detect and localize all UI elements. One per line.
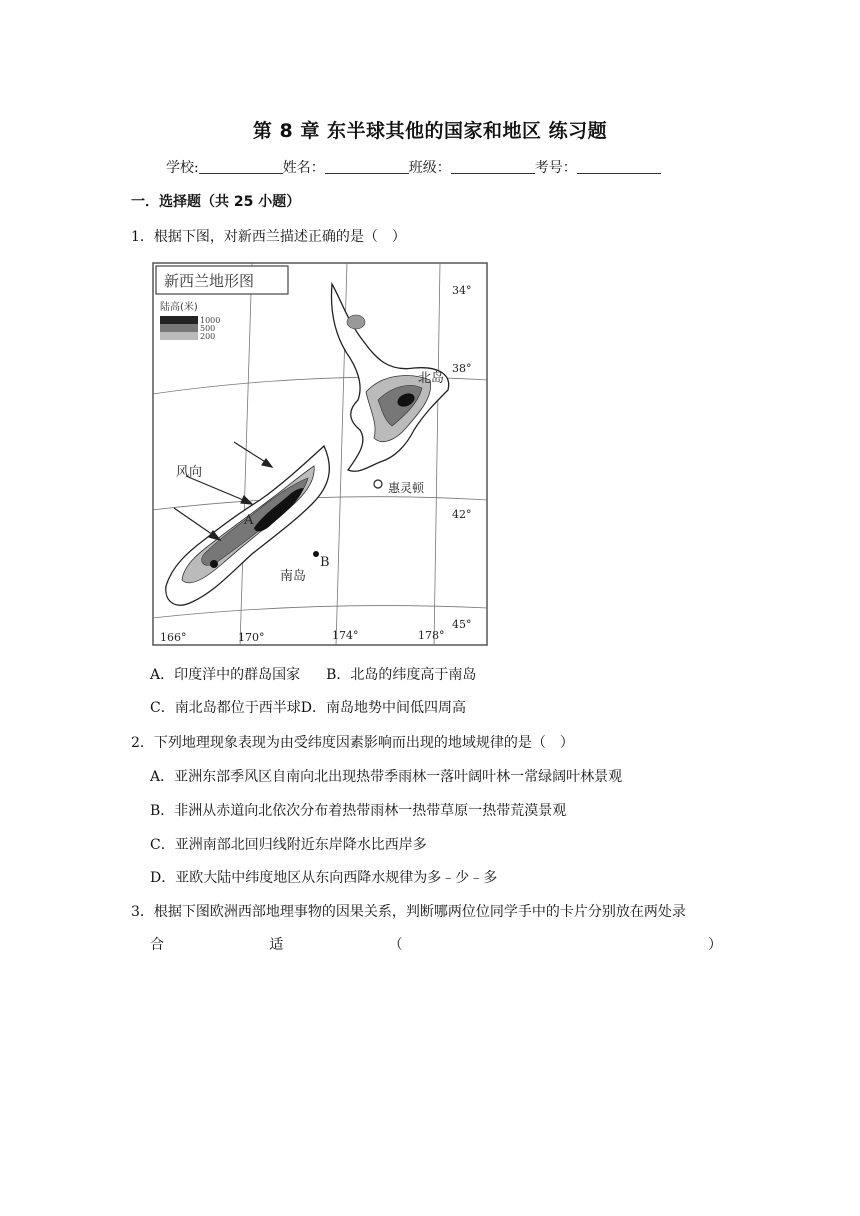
lon-166: 166° bbox=[160, 631, 187, 644]
lat-42: 42° bbox=[452, 508, 472, 521]
school-blank[interactable] bbox=[199, 159, 283, 174]
north-island-label: 北岛 bbox=[418, 371, 445, 386]
stem-paren-open: （ bbox=[388, 937, 403, 953]
legend-500: 500 bbox=[200, 324, 216, 333]
lat-45: 45° bbox=[452, 618, 472, 631]
option-1b[interactable]: B．北岛的纬度高于南岛 bbox=[326, 667, 477, 683]
lon-174: 174° bbox=[332, 629, 359, 642]
section-heading: 一．选择题（共 25 小题） bbox=[131, 194, 301, 210]
option-2d[interactable]: D．亚欧大陆中纬度地区从东向西降水规律为多﹣少﹣多 bbox=[150, 870, 498, 886]
map-title: 新西兰地形图 bbox=[164, 272, 255, 290]
option-1c[interactable]: C．南北岛都位于西半球 bbox=[150, 700, 301, 716]
name-label: 姓名： bbox=[282, 160, 325, 176]
question-1-options-row-1 bbox=[150, 664, 476, 684]
page-title: 第 8 章 东半球其他的国家和地区 练习题 bbox=[252, 120, 608, 142]
option-2c[interactable]: C．亚洲南部北回归线附近东岸降水比西岸多 bbox=[150, 837, 427, 853]
point-b-label: B bbox=[320, 555, 330, 570]
lon-178: 178° bbox=[418, 629, 445, 642]
option-1a[interactable]: A．印度洋中的群岛国家 bbox=[150, 667, 301, 683]
stem-char-1: 合 bbox=[150, 937, 164, 953]
new-zealand-map bbox=[152, 262, 488, 646]
question-2-stem: 2．下列地理现象表现为由受纬度因素影响而出现的地域规律的是（ ） bbox=[131, 735, 574, 751]
legend-200: 200 bbox=[200, 332, 216, 341]
id-blank[interactable] bbox=[577, 159, 661, 174]
class-label: 班级： bbox=[408, 160, 451, 176]
question-3-stem: 3．根据下图欧洲西部地理事物的因果关系，判断哪两位位同学手中的卡片分别放在两处录 bbox=[131, 904, 686, 920]
name-blank[interactable] bbox=[325, 159, 409, 174]
stem-paren-close: ） bbox=[707, 937, 722, 953]
student-info-line bbox=[166, 157, 661, 177]
lat-38: 38° bbox=[452, 362, 472, 375]
question-1-stem: 1．根据下图，对新西兰描述正确的是（ ） bbox=[131, 229, 406, 245]
stem-char-2: 适 bbox=[269, 937, 284, 953]
class-blank[interactable] bbox=[451, 159, 535, 174]
lat-34: 34° bbox=[452, 284, 472, 297]
option-2b[interactable]: B．非洲从赤道向北依次分布着热带雨林一热带草原一热带荒漠景观 bbox=[150, 803, 567, 819]
point-a-label: A bbox=[244, 513, 254, 528]
question-3-stem-line2 bbox=[150, 934, 722, 954]
lon-170: 170° bbox=[238, 631, 265, 644]
option-2a[interactable]: A．亚洲东部季风区自南向北出现热带季雨林一落叶阔叶林一常绿阔叶林景观 bbox=[150, 769, 623, 785]
wellington-label: 惠灵顿 bbox=[388, 481, 425, 495]
school-label: 学校: bbox=[166, 160, 199, 176]
option-1d[interactable]: D．南岛地势中间低四周高 bbox=[300, 700, 466, 716]
south-island-label: 南岛 bbox=[280, 569, 307, 584]
question-1-options-row-2 bbox=[150, 697, 466, 717]
wind-label: 风向 bbox=[176, 465, 203, 480]
id-label: 考号： bbox=[534, 160, 577, 176]
legend-1000: 1000 bbox=[200, 316, 221, 325]
legend-title: 陆高(米) bbox=[160, 302, 198, 313]
